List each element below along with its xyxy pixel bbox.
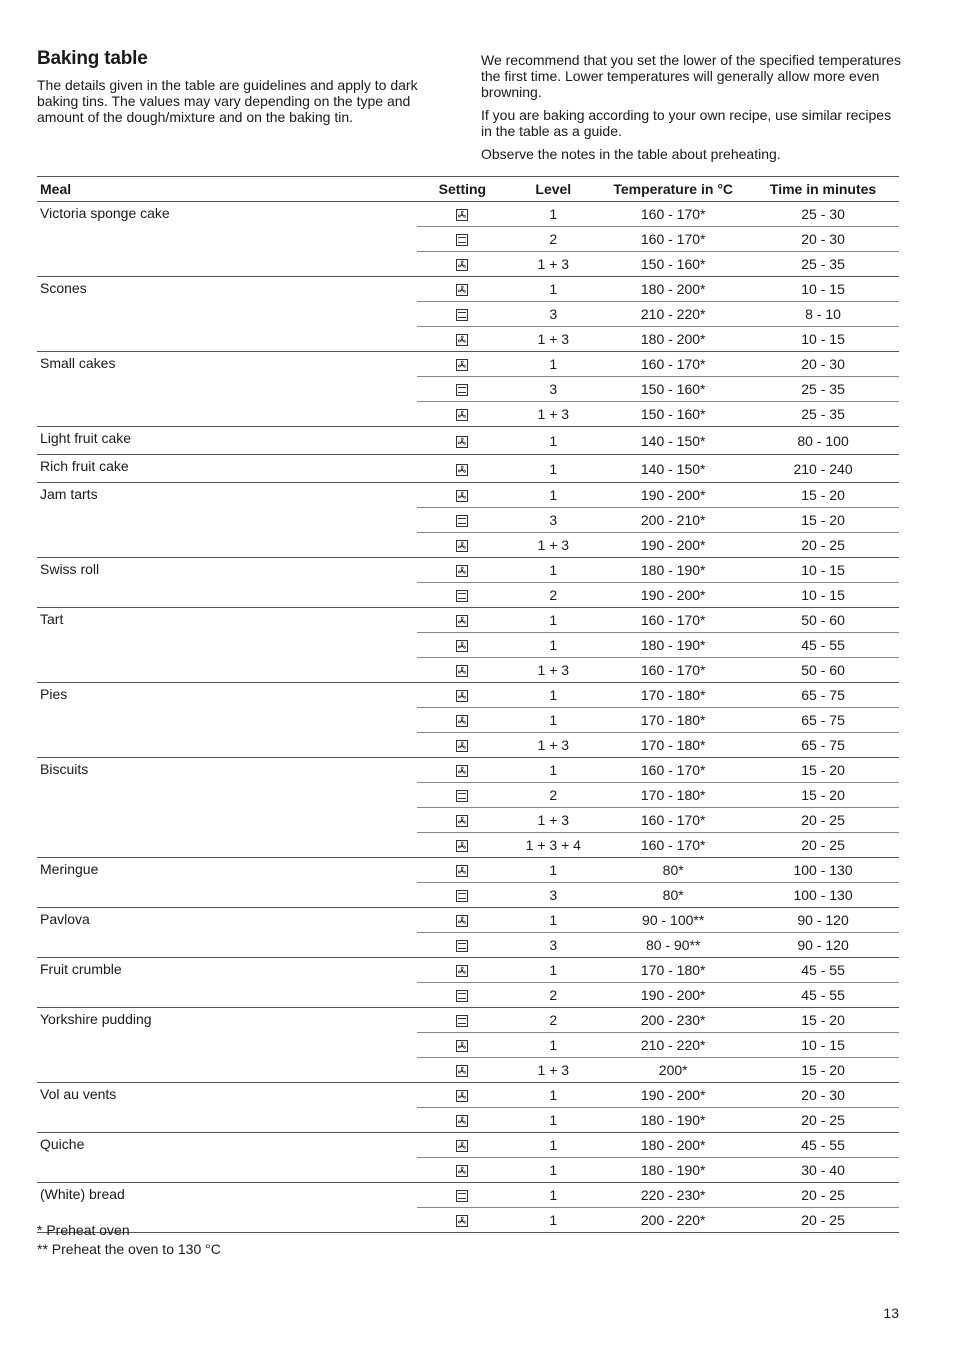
meal-name: (White) bread: [37, 1183, 417, 1233]
setting-cell: [417, 758, 507, 783]
setting-cell: [417, 583, 507, 608]
setting-cell: [417, 808, 507, 833]
hot-air-icon: [456, 409, 468, 421]
setting-cell: [417, 402, 507, 427]
header-level: Level: [507, 177, 599, 202]
time-cell: 20 - 30: [747, 1083, 899, 1108]
table-row: [37, 958, 899, 983]
level-cell: 1: [507, 558, 599, 583]
time-cell: 20 - 25: [747, 1183, 899, 1208]
hot-air-icon: [456, 1140, 468, 1152]
temperature-cell: 160 - 170*: [599, 227, 747, 252]
table-row: [37, 455, 899, 483]
time-cell: 45 - 55: [747, 983, 899, 1008]
level-cell: 1: [507, 202, 599, 227]
baking-table: [37, 176, 899, 1233]
level-cell: 1 + 3: [507, 327, 599, 352]
meal-name: Pavlova: [37, 908, 417, 958]
time-cell: 15 - 20: [747, 1008, 899, 1033]
level-cell: 1: [507, 683, 599, 708]
temperature-cell: 170 - 180*: [599, 708, 747, 733]
hot-air-icon: [456, 915, 468, 927]
meal-name: Rich fruit cake: [37, 455, 417, 483]
setting-cell: [417, 1183, 507, 1208]
table-row: [37, 1183, 899, 1208]
setting-cell: [417, 1083, 507, 1108]
setting-cell: [417, 252, 507, 277]
setting-cell: [417, 277, 507, 302]
temperature-cell: 160 - 170*: [599, 202, 747, 227]
time-cell: 50 - 60: [747, 658, 899, 683]
setting-cell: [417, 633, 507, 658]
hot-air-icon: [456, 540, 468, 552]
level-cell: 1 + 3: [507, 1058, 599, 1083]
hot-air-icon: [456, 259, 468, 271]
table-row: [37, 202, 899, 227]
time-cell: 25 - 30: [747, 202, 899, 227]
time-cell: 90 - 120: [747, 908, 899, 933]
time-cell: 25 - 35: [747, 252, 899, 277]
temperature-cell: 210 - 220*: [599, 1033, 747, 1058]
hot-air-icon: [456, 840, 468, 852]
hot-air-icon: [456, 665, 468, 677]
top-bottom-heating-icon: [456, 1190, 468, 1202]
temperature-cell: 180 - 200*: [599, 1133, 747, 1158]
time-cell: 10 - 15: [747, 558, 899, 583]
setting-cell: [417, 327, 507, 352]
top-bottom-heating-icon: [456, 940, 468, 952]
time-cell: 90 - 120: [747, 933, 899, 958]
temperature-cell: 200 - 230*: [599, 1008, 747, 1033]
time-cell: 50 - 60: [747, 608, 899, 633]
setting-cell: [417, 733, 507, 758]
table-header-row: [37, 177, 899, 202]
time-cell: 8 - 10: [747, 302, 899, 327]
temperature-cell: 160 - 170*: [599, 608, 747, 633]
level-cell: 1: [507, 1208, 599, 1233]
time-cell: 15 - 20: [747, 508, 899, 533]
level-cell: 1: [507, 455, 599, 483]
temperature-cell: 150 - 160*: [599, 377, 747, 402]
top-bottom-heating-icon: [456, 515, 468, 527]
hot-air-icon: [456, 359, 468, 371]
time-cell: 20 - 25: [747, 1208, 899, 1233]
level-cell: 3: [507, 302, 599, 327]
time-cell: 30 - 40: [747, 1158, 899, 1183]
temperature-cell: 170 - 180*: [599, 733, 747, 758]
table-row: [37, 608, 899, 633]
hot-air-icon: [456, 715, 468, 727]
time-cell: 10 - 15: [747, 277, 899, 302]
level-cell: 1: [507, 1083, 599, 1108]
time-cell: 45 - 55: [747, 958, 899, 983]
time-cell: 10 - 15: [747, 1033, 899, 1058]
table-row: [37, 908, 899, 933]
temperature-cell: 190 - 200*: [599, 533, 747, 558]
top-bottom-heating-icon: [456, 309, 468, 321]
temperature-cell: 90 - 100**: [599, 908, 747, 933]
setting-cell: [417, 1033, 507, 1058]
top-bottom-heating-icon: [456, 384, 468, 396]
level-cell: 2: [507, 227, 599, 252]
meal-name: Jam tarts: [37, 483, 417, 558]
level-cell: 1: [507, 1158, 599, 1183]
hot-air-icon: [456, 615, 468, 627]
setting-cell: [417, 558, 507, 583]
temperature-cell: 170 - 180*: [599, 958, 747, 983]
table-row: [37, 1008, 899, 1033]
page-title: Baking table: [37, 48, 148, 69]
table-row: [37, 277, 899, 302]
hot-air-icon: [456, 1065, 468, 1077]
table-row: [37, 1133, 899, 1158]
time-cell: 80 - 100: [747, 427, 899, 455]
top-bottom-heating-icon: [456, 890, 468, 902]
note-paragraph: We recommend that you set the lower of the specified temperatures the first time. Lower temperatures will generally allow more even browning.: [481, 52, 901, 100]
time-cell: 15 - 20: [747, 1058, 899, 1083]
time-cell: 15 - 20: [747, 758, 899, 783]
setting-cell: [417, 1108, 507, 1133]
header-temperature: Temperature in °C: [599, 177, 747, 202]
level-cell: 1 + 3: [507, 402, 599, 427]
time-cell: 45 - 55: [747, 1133, 899, 1158]
recommendation-notes: [481, 52, 901, 169]
setting-cell: [417, 933, 507, 958]
setting-cell: [417, 1158, 507, 1183]
meal-name: Small cakes: [37, 352, 417, 427]
level-cell: 1: [507, 758, 599, 783]
level-cell: 1: [507, 633, 599, 658]
level-cell: 1: [507, 708, 599, 733]
setting-cell: [417, 455, 507, 483]
setting-cell: [417, 708, 507, 733]
hot-air-icon: [456, 1115, 468, 1127]
time-cell: 25 - 35: [747, 377, 899, 402]
hot-air-icon: [456, 690, 468, 702]
setting-cell: [417, 427, 507, 455]
table-row: [37, 858, 899, 883]
temperature-cell: 170 - 180*: [599, 783, 747, 808]
setting-cell: [417, 833, 507, 858]
temperature-cell: 160 - 170*: [599, 658, 747, 683]
level-cell: 1: [507, 908, 599, 933]
hot-air-icon: [456, 865, 468, 877]
setting-cell: [417, 1008, 507, 1033]
meal-name: Victoria sponge cake: [37, 202, 417, 277]
temperature-cell: 80 - 90**: [599, 933, 747, 958]
setting-cell: [417, 783, 507, 808]
hot-air-icon: [456, 640, 468, 652]
level-cell: 1: [507, 277, 599, 302]
level-cell: 2: [507, 983, 599, 1008]
temperature-cell: 170 - 180*: [599, 683, 747, 708]
level-cell: 1: [507, 1033, 599, 1058]
level-cell: 1: [507, 483, 599, 508]
time-cell: 100 - 130: [747, 858, 899, 883]
meal-name: Biscuits: [37, 758, 417, 858]
time-cell: 65 - 75: [747, 708, 899, 733]
note-paragraph: Observe the notes in the table about preheating.: [481, 146, 781, 162]
temperature-cell: 160 - 170*: [599, 808, 747, 833]
time-cell: 25 - 35: [747, 402, 899, 427]
meal-name: Swiss roll: [37, 558, 417, 608]
setting-cell: [417, 883, 507, 908]
hot-air-icon: [456, 965, 468, 977]
setting-cell: [417, 858, 507, 883]
table-row: [37, 558, 899, 583]
hot-air-icon: [456, 334, 468, 346]
setting-cell: [417, 533, 507, 558]
meal-name: Vol au vents: [37, 1083, 417, 1133]
temperature-cell: 200 - 220*: [599, 1208, 747, 1233]
temperature-cell: 150 - 160*: [599, 402, 747, 427]
level-cell: 3: [507, 377, 599, 402]
temperature-cell: 190 - 200*: [599, 1083, 747, 1108]
meal-name: Tart: [37, 608, 417, 683]
temperature-cell: 180 - 190*: [599, 633, 747, 658]
time-cell: 15 - 20: [747, 783, 899, 808]
meal-name: Yorkshire pudding: [37, 1008, 417, 1083]
footnote-preheat-130: ** Preheat the oven to 130 °C: [37, 1241, 221, 1257]
temperature-cell: 160 - 170*: [599, 758, 747, 783]
temperature-cell: 150 - 160*: [599, 252, 747, 277]
temperature-cell: 140 - 150*: [599, 455, 747, 483]
hot-air-icon: [456, 209, 468, 221]
hot-air-icon: [456, 765, 468, 777]
setting-cell: [417, 483, 507, 508]
table-row: [37, 1083, 899, 1108]
temperature-cell: 180 - 190*: [599, 558, 747, 583]
hot-air-icon: [456, 1090, 468, 1102]
temperature-cell: 180 - 200*: [599, 327, 747, 352]
setting-cell: [417, 1058, 507, 1083]
setting-cell: [417, 1208, 507, 1233]
level-cell: 1: [507, 1108, 599, 1133]
time-cell: 65 - 75: [747, 733, 899, 758]
temperature-cell: 200*: [599, 1058, 747, 1083]
time-cell: 20 - 25: [747, 533, 899, 558]
setting-cell: [417, 983, 507, 1008]
setting-cell: [417, 683, 507, 708]
setting-cell: [417, 908, 507, 933]
setting-cell: [417, 227, 507, 252]
time-cell: 10 - 15: [747, 583, 899, 608]
setting-cell: [417, 508, 507, 533]
level-cell: 2: [507, 783, 599, 808]
hot-air-icon: [456, 565, 468, 577]
top-bottom-heating-icon: [456, 234, 468, 246]
level-cell: 1 + 3 + 4: [507, 833, 599, 858]
temperature-cell: 210 - 220*: [599, 302, 747, 327]
time-cell: 15 - 20: [747, 483, 899, 508]
top-bottom-heating-icon: [456, 790, 468, 802]
intro-paragraph: The details given in the table are guidelines and apply to dark baking tins. The values may vary depending on the type and amount of the dough/mixture and on the baking tin.: [37, 77, 418, 125]
top-bottom-heating-icon: [456, 990, 468, 1002]
time-cell: 20 - 30: [747, 227, 899, 252]
time-cell: 210 - 240: [747, 455, 899, 483]
table-row: [37, 427, 899, 455]
table-body: [37, 202, 899, 1233]
footnote-preheat: * Preheat oven: [37, 1222, 130, 1238]
level-cell: 1: [507, 1133, 599, 1158]
temperature-cell: 190 - 200*: [599, 983, 747, 1008]
meal-name: Scones: [37, 277, 417, 352]
level-cell: 2: [507, 1008, 599, 1033]
setting-cell: [417, 1133, 507, 1158]
hot-air-icon: [456, 1165, 468, 1177]
time-cell: 20 - 25: [747, 1108, 899, 1133]
level-cell: 3: [507, 508, 599, 533]
setting-cell: [417, 302, 507, 327]
temperature-cell: 220 - 230*: [599, 1183, 747, 1208]
temperature-cell: 200 - 210*: [599, 508, 747, 533]
level-cell: 1 + 3: [507, 733, 599, 758]
temperature-cell: 190 - 200*: [599, 483, 747, 508]
temperature-cell: 140 - 150*: [599, 427, 747, 455]
time-cell: 20 - 30: [747, 352, 899, 377]
table-row: [37, 683, 899, 708]
level-cell: 1: [507, 1183, 599, 1208]
temperature-cell: 160 - 170*: [599, 833, 747, 858]
temperature-cell: 180 - 190*: [599, 1108, 747, 1133]
level-cell: 1 + 3: [507, 252, 599, 277]
meal-name: Quiche: [37, 1133, 417, 1183]
meal-name: Fruit crumble: [37, 958, 417, 1008]
temperature-cell: 80*: [599, 858, 747, 883]
table-row: [37, 758, 899, 783]
header-setting: Setting: [417, 177, 507, 202]
time-cell: 20 - 25: [747, 833, 899, 858]
level-cell: 1: [507, 858, 599, 883]
level-cell: 1 + 3: [507, 658, 599, 683]
level-cell: 1: [507, 608, 599, 633]
level-cell: 1: [507, 958, 599, 983]
hot-air-icon: [456, 490, 468, 502]
level-cell: 2: [507, 583, 599, 608]
level-cell: 1: [507, 352, 599, 377]
table-row: [37, 483, 899, 508]
time-cell: 45 - 55: [747, 633, 899, 658]
setting-cell: [417, 377, 507, 402]
meal-name: Pies: [37, 683, 417, 758]
setting-cell: [417, 352, 507, 377]
table-row: [37, 352, 899, 377]
time-cell: 100 - 130: [747, 883, 899, 908]
hot-air-icon: [456, 464, 468, 476]
setting-cell: [417, 658, 507, 683]
meal-name: Light fruit cake: [37, 427, 417, 455]
temperature-cell: 190 - 200*: [599, 583, 747, 608]
level-cell: 3: [507, 933, 599, 958]
hot-air-icon: [456, 740, 468, 752]
header-meal: Meal: [37, 177, 417, 202]
time-cell: 10 - 15: [747, 327, 899, 352]
setting-cell: [417, 958, 507, 983]
header-time: Time in minutes: [747, 177, 899, 202]
time-cell: 20 - 25: [747, 808, 899, 833]
time-cell: 65 - 75: [747, 683, 899, 708]
top-bottom-heating-icon: [456, 1015, 468, 1027]
setting-cell: [417, 202, 507, 227]
level-cell: 1 + 3: [507, 808, 599, 833]
hot-air-icon: [456, 815, 468, 827]
hot-air-icon: [456, 1040, 468, 1052]
setting-cell: [417, 608, 507, 633]
meal-name: Meringue: [37, 858, 417, 908]
note-paragraph: If you are baking according to your own recipe, use similar recipes in the table as a guide.: [481, 107, 892, 139]
temperature-cell: 80*: [599, 883, 747, 908]
page-number: 13: [883, 1305, 899, 1321]
level-cell: 3: [507, 883, 599, 908]
level-cell: 1 + 3: [507, 533, 599, 558]
top-bottom-heating-icon: [456, 590, 468, 602]
level-cell: 1: [507, 427, 599, 455]
temperature-cell: 180 - 190*: [599, 1158, 747, 1183]
hot-air-icon: [456, 436, 468, 448]
hot-air-icon: [456, 1215, 468, 1227]
temperature-cell: 160 - 170*: [599, 352, 747, 377]
temperature-cell: 180 - 200*: [599, 277, 747, 302]
hot-air-icon: [456, 284, 468, 296]
